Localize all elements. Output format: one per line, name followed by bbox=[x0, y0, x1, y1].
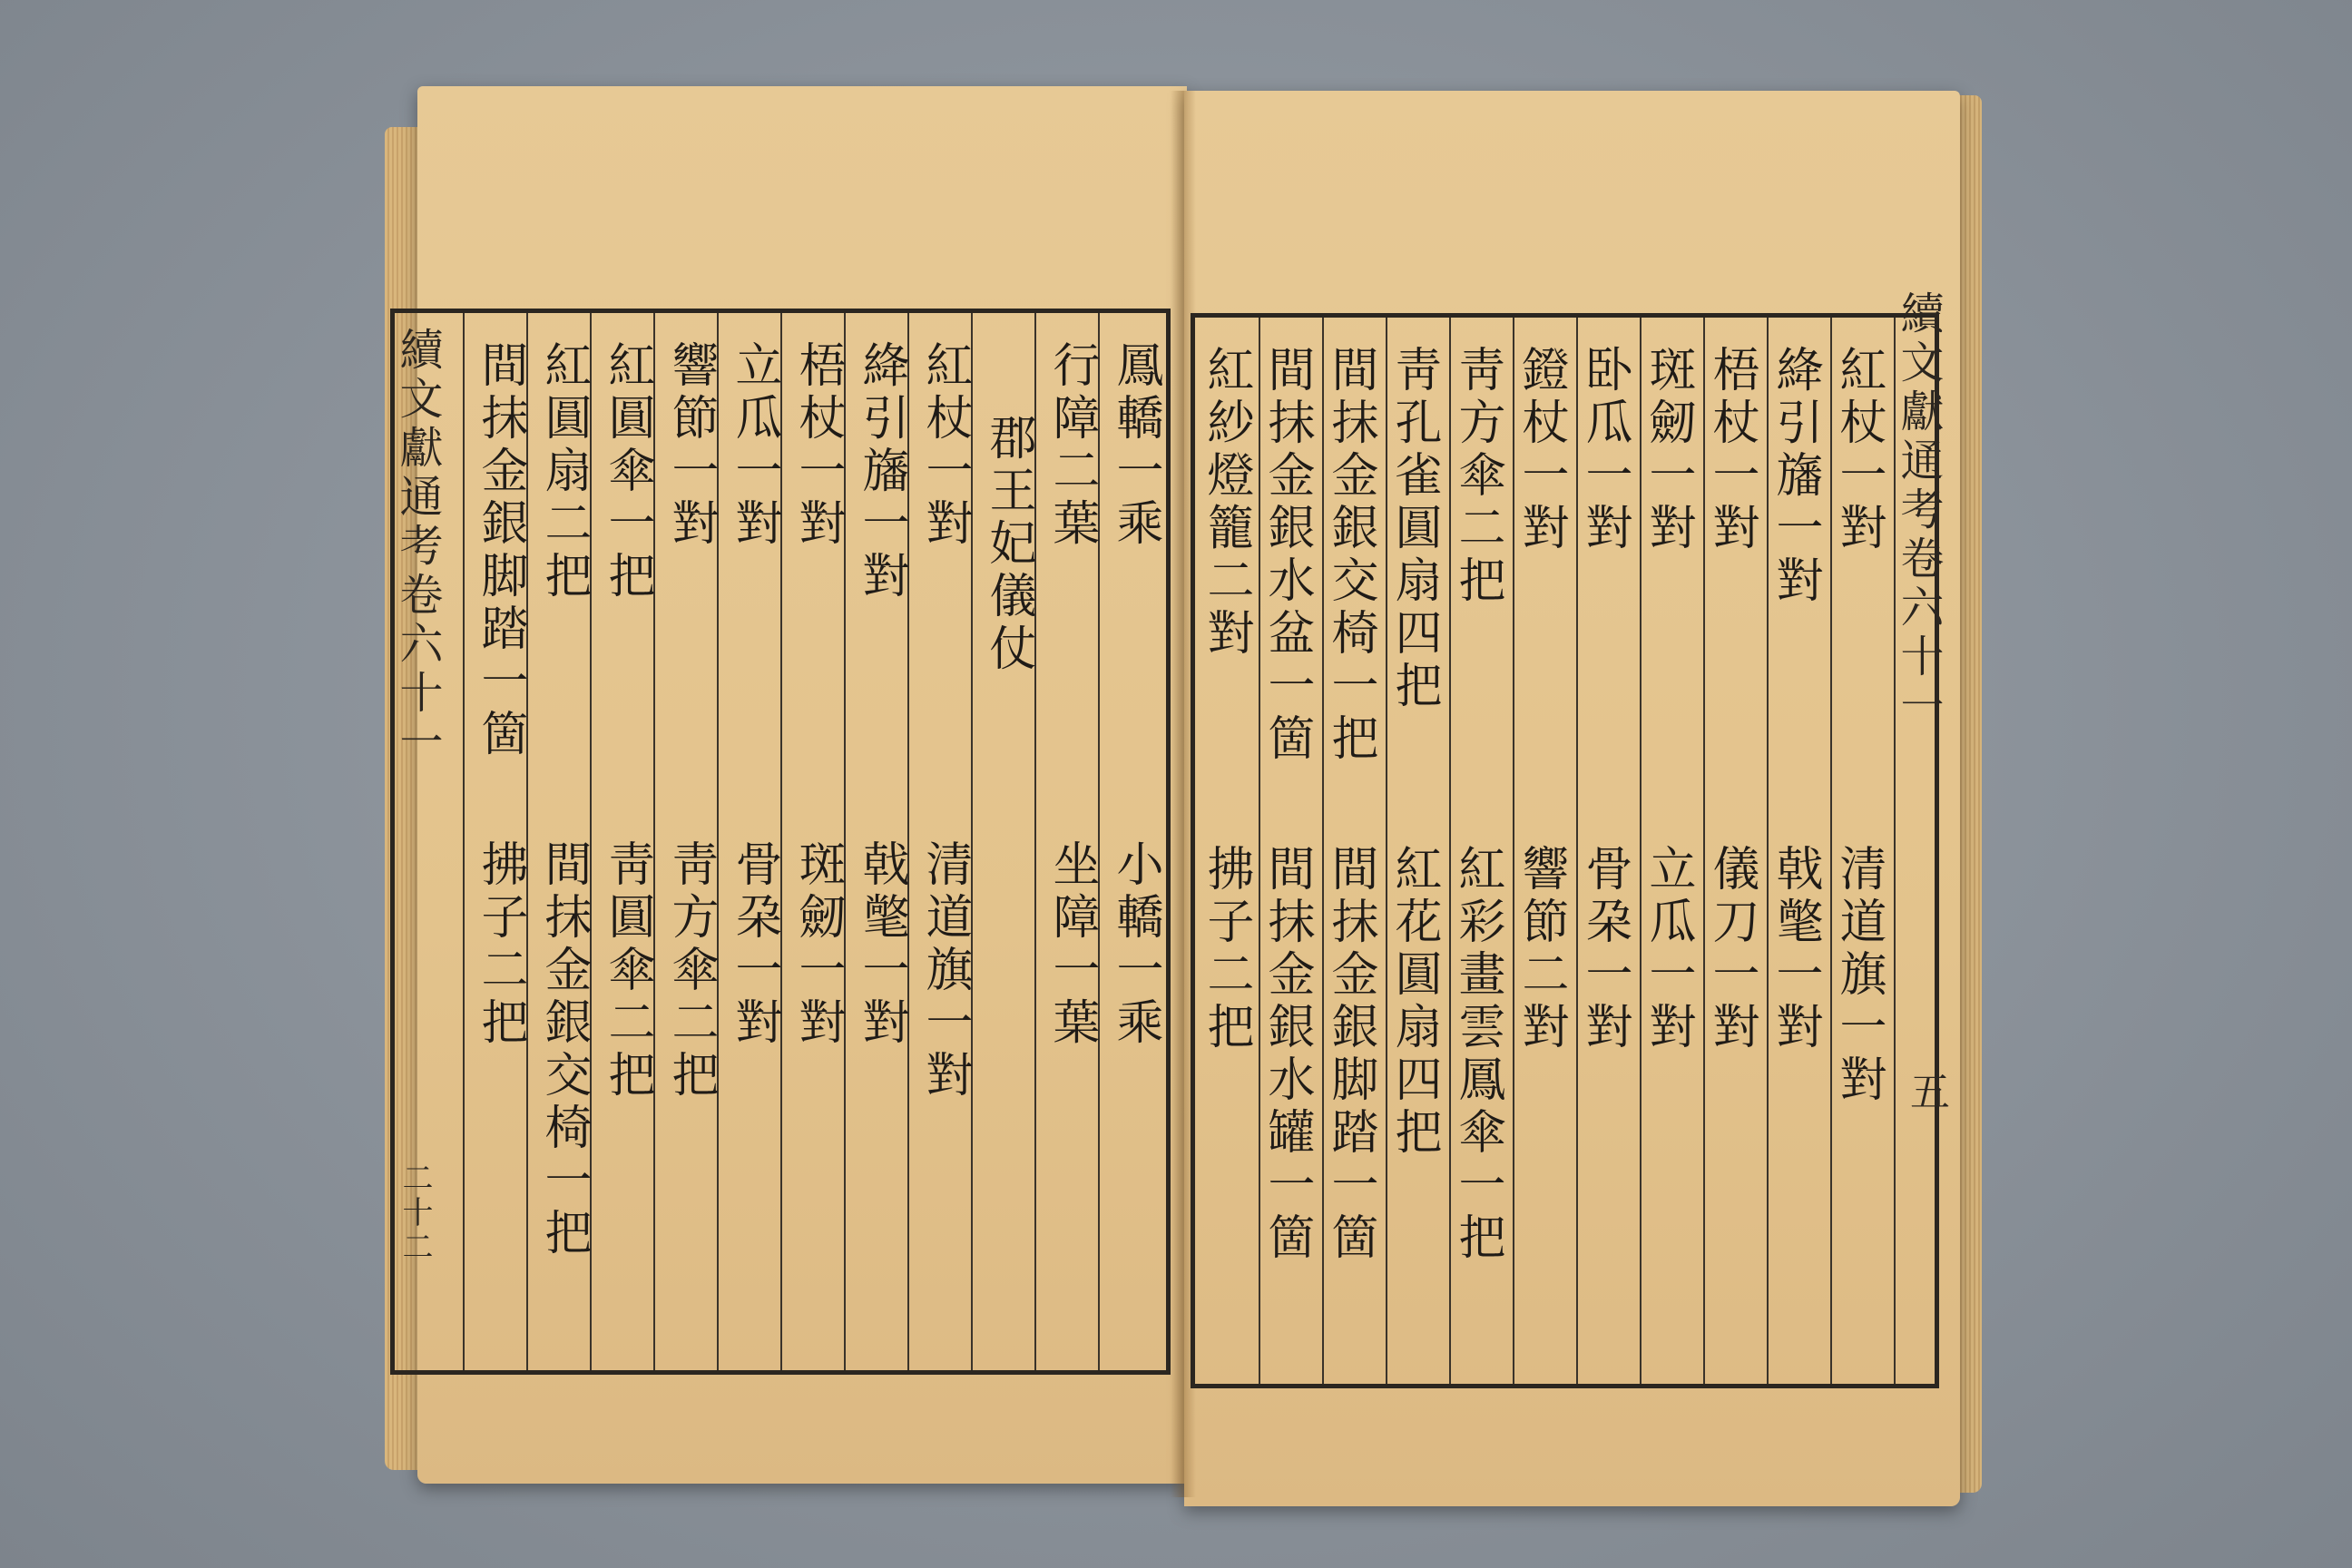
left-col-11-bottom: 拂子二把 bbox=[473, 839, 527, 1050]
right-col-9-top: 間抹金銀交椅一把 bbox=[1323, 345, 1377, 766]
right-col-8-top: 靑孔雀圓扇四把 bbox=[1387, 345, 1441, 713]
right-col-1-bottom: 清道旗一對 bbox=[1831, 844, 1886, 1107]
right-col-2-bottom: 戟氅一對 bbox=[1768, 844, 1822, 1054]
left-col-8-top: 響節一對 bbox=[663, 340, 718, 551]
left-col-10-bottom: 間抹金銀交椅一把 bbox=[536, 839, 591, 1260]
left-col-4-bottom: 清道旗一對 bbox=[917, 839, 972, 1102]
left-col-6-bottom: 斑劒一對 bbox=[790, 839, 845, 1050]
left-text-frame bbox=[390, 309, 1171, 1375]
right-col-7-top: 靑方傘二把 bbox=[1450, 345, 1504, 608]
left-col-8-bottom: 靑方傘二把 bbox=[663, 839, 718, 1102]
right-col-3-bottom: 儀刀一對 bbox=[1704, 844, 1759, 1054]
left-col-7-bottom: 骨朶一對 bbox=[727, 839, 781, 1050]
right-col-4-bottom: 立瓜一對 bbox=[1641, 844, 1695, 1054]
right-col-6-top: 鐙杖一對 bbox=[1514, 345, 1568, 555]
left-col-3-heading: 郡王妃儀仗 bbox=[981, 413, 1035, 676]
left-col-4-top: 紅杖一對 bbox=[917, 340, 972, 551]
left-col-1-bottom: 小轎一乘 bbox=[1108, 839, 1162, 1050]
right-page-number: 五 bbox=[1903, 1071, 1949, 1114]
right-text-frame bbox=[1191, 313, 1939, 1388]
right-margin-title: 續文獻通考卷六十一 bbox=[1893, 290, 1944, 731]
left-col-2-bottom: 坐障一葉 bbox=[1044, 839, 1099, 1050]
right-col-11-top: 紅紗燈籠二對 bbox=[1199, 345, 1253, 661]
left-col-5-top: 絳引旛一對 bbox=[854, 340, 908, 603]
right-col-6-bottom: 響節二對 bbox=[1514, 844, 1568, 1054]
left-col-2-top: 行障二葉 bbox=[1044, 340, 1099, 551]
right-col-5-bottom: 骨朶一對 bbox=[1577, 844, 1632, 1054]
left-col-5-bottom: 戟氅一對 bbox=[854, 839, 908, 1050]
right-col-10-bottom: 間抹金銀水罐一箇 bbox=[1259, 844, 1314, 1265]
left-col-11-top: 間抹金銀脚踏一箇 bbox=[473, 340, 527, 761]
right-col-5-top: 卧瓜一對 bbox=[1577, 345, 1632, 555]
right-col-2-top: 絳引旛一對 bbox=[1768, 345, 1822, 608]
right-col-3-top: 梧杖一對 bbox=[1704, 345, 1759, 555]
left-col-9-bottom: 靑圓傘二把 bbox=[600, 839, 654, 1102]
left-col-7-top: 立瓜一對 bbox=[727, 340, 781, 551]
left-col-9-top: 紅圓傘一把 bbox=[600, 340, 654, 603]
left-margin-lower: 二十二 bbox=[397, 1161, 433, 1265]
left-col-10-top: 紅圓扇二把 bbox=[536, 340, 591, 603]
right-col-9-bottom: 間抹金銀脚踏一箇 bbox=[1323, 844, 1377, 1265]
left-margin-title: 續文獻通考卷六十一 bbox=[392, 327, 443, 768]
right-col-11-bottom: 拂子二把 bbox=[1199, 844, 1253, 1054]
column-rule bbox=[1894, 318, 1896, 1384]
right-col-10-top: 間抹金銀水盆一箇 bbox=[1259, 345, 1314, 766]
right-col-4-top: 斑劒一對 bbox=[1641, 345, 1695, 555]
column-rule bbox=[463, 313, 465, 1370]
right-col-7-bottom: 紅彩畫雲鳳傘一把 bbox=[1450, 844, 1504, 1265]
right-col-1-top: 紅杖一對 bbox=[1831, 345, 1886, 555]
right-col-8-bottom: 紅花圓扇四把 bbox=[1387, 844, 1441, 1160]
left-col-1-top: 鳳轎一乘 bbox=[1108, 340, 1162, 551]
left-col-6-top: 梧杖一對 bbox=[790, 340, 845, 551]
